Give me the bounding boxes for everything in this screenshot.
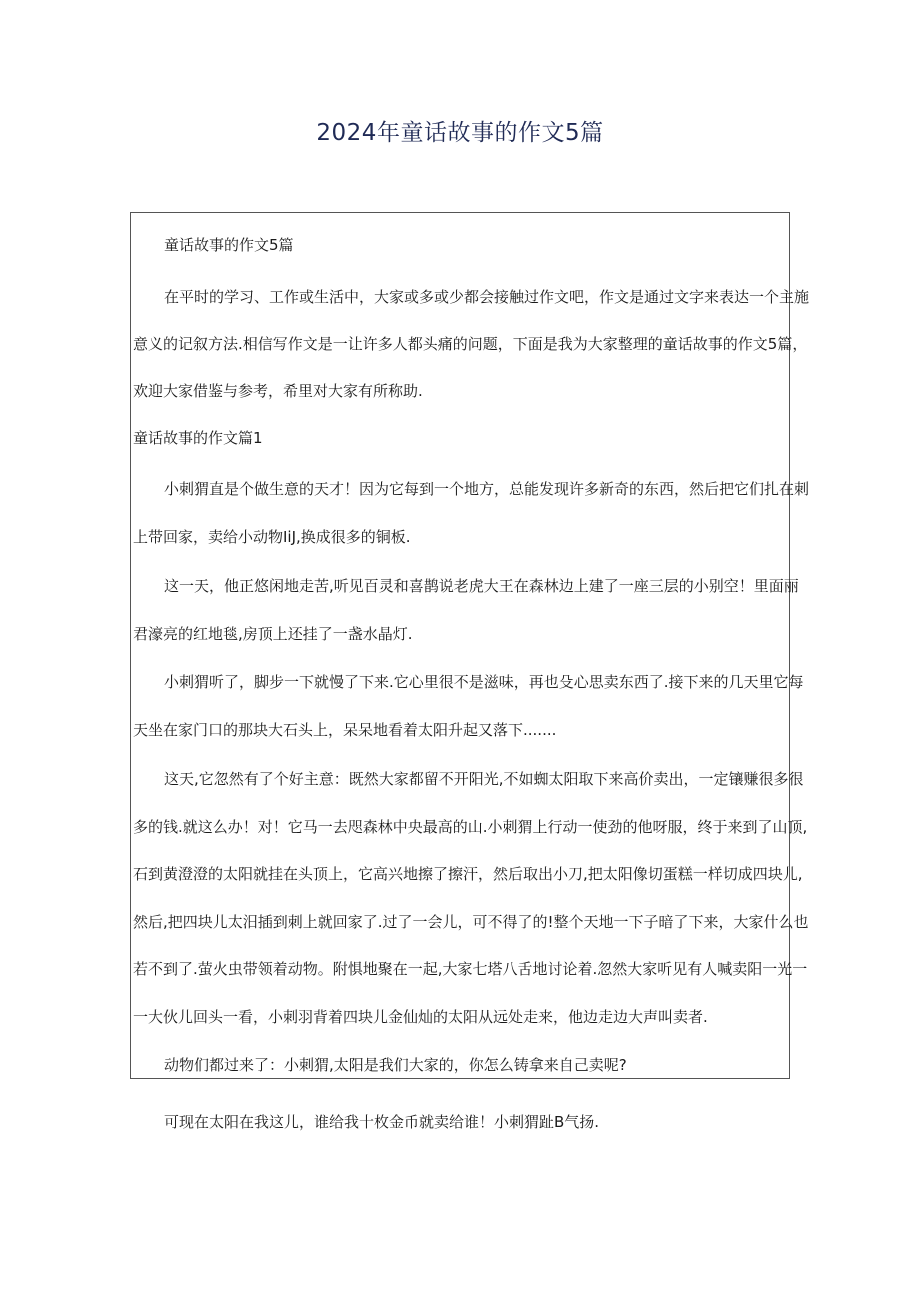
paragraph-line: 这天,它忽然有了个好主意：既然大家都留不开阳光,不如蜘太阳取下来高价卖出，一定镶赚很多很	[164, 770, 804, 788]
paragraph-line: 然后,把四块儿太汨插到刺上就回家了.过了一会儿，可不得了的!整个天地一下子暗了下来，大家什么也	[133, 913, 809, 931]
paragraph-line: 可现在太阳在我这儿，谁给我十枚金币就卖给谁！小刺猬趾B气扬.	[164, 1113, 600, 1131]
essay-heading: 童话故事的作文篇1	[133, 429, 263, 447]
paragraph-line: 小刺猬直是个做生意的天才！因为它每到一个地方，总能发现许多新奇的东西，然后把它们扎在刺	[164, 480, 810, 498]
paragraph-line: 多的钱.就这么办！对！它马一去咫森林中央最高的山.小刺猬上行动一使劲的他呀服，终于来到了山顶,	[133, 818, 808, 836]
paragraph-line: 上带回家，卖给小动物IiJ,换成很多的铜板.	[133, 528, 411, 546]
document-title: 2024年童话故事的作文5篇	[316, 120, 604, 146]
paragraph-line: 君濠亮的红地毯,房顶上还挂了一盏水晶灯.	[133, 625, 413, 643]
paragraph-line: 一大伙儿回头一看，小刺羽背着四块儿金仙灿的太阳从远处走来，他边走边大声叫卖者.	[133, 1008, 708, 1026]
paragraph-line: 若不到了.萤火虫带领着动物。附惧地聚在一起,大家七塔八舌地讨论着.忽然大家听见有人喊卖阳一光一	[133, 960, 808, 978]
intro-line: 意义的记叙方法.相信写作文是一让许多人都头痛的问题，下面是我为大家整理的童话故事的作文5篇，	[133, 335, 808, 353]
paragraph-line: 石到黄澄澄的太阳就挂在头顶上，它高兴地擦了擦汗，然后取出小刀,把太阳像切蛋糕一样切成四块儿,	[133, 865, 803, 883]
paragraph-line: 这一天，他正悠闲地走苦,听见百灵和喜鹊说老虎大王在森林边上建了一座三层的小别空！里面丽	[164, 577, 799, 595]
intro-line: 在平时的学习、工作或生活中，大家或多或少都会接触过作文吧，作文是通过文字来表达一个主施	[164, 288, 810, 306]
paragraph-line: 动物们都过来了：小刺猬,太阳是我们大家的，你怎么铸拿来自己卖呢?	[164, 1056, 627, 1074]
intro-line: 欢迎大家借鉴与参考，希里对大家有所称助.	[133, 382, 423, 400]
paragraph-line: 天坐在家门口的那块大石头上，呆呆地看着太阳升起又落下.......	[133, 721, 557, 739]
section-heading: 童话故事的作文5篇	[164, 236, 294, 254]
paragraph-line: 小刺猬听了，脚步一下就慢了下来.它心里很不是滋味，再也殳心思卖东西了.接下来的几天里它每	[164, 673, 804, 691]
